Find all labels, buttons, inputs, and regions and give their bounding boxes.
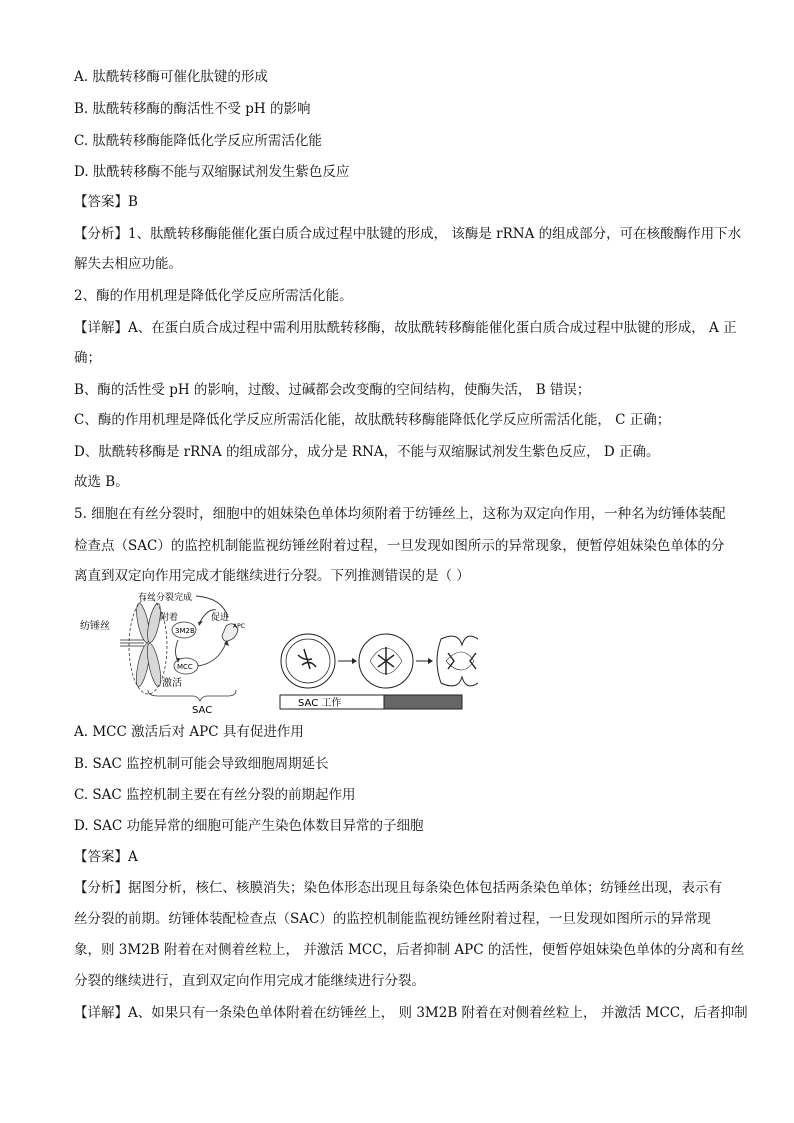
label-spindle: 纺锤丝 xyxy=(80,621,110,632)
arrow-2-head xyxy=(428,658,433,664)
label-mcc: MCC xyxy=(177,663,193,671)
q4-analysis-1: 【分析】1、肽酰转移酶能催化蛋白质合成过程中肽键的形成， 该酶是 rRNA 的组成部分，可在核酸酶作用下水 xyxy=(74,226,742,242)
label-attach: 附着 xyxy=(160,613,179,623)
q5-analysis-4: 分裂的继续进行，直到双定向作用完成才能继续进行分裂。 xyxy=(74,973,425,989)
q5-answer: 【答案】A xyxy=(74,849,138,865)
q5-detail-1: 【详解】A、如果只有一条染色单体附着在纺锤丝上， 则 3M2B 附着在对侧着丝粒上， 并激活 MCC，后者抑制 xyxy=(74,1005,748,1021)
label-3m2b: 3M2B xyxy=(175,627,195,635)
sac-off-bar xyxy=(384,695,462,709)
q4-detail-3: C、酶的作用机理是降低化学反应所需活化能，故肽酰转移酶能降低化学反应所需活化能， C 正确； xyxy=(74,412,671,428)
q4-analysis-2: 2、酶的作用机理是降低化学反应所需活化能。 xyxy=(74,288,353,304)
q4-analysis-1b: 解失去相应功能。 xyxy=(74,256,182,272)
q5-analysis-3: 象，则 3M2B 附着在对侧着丝粒上， 并激活 MCC，后者抑制 APC 的活性，便暂停姐妹染色单体的分离和有丝 xyxy=(74,942,745,958)
q4-option-d: D. 肽酰转移酶不能与双缩脲试剂发生紫色反应 xyxy=(74,164,350,180)
label-activate: 激活 xyxy=(162,678,182,689)
q5-stem-3: 离直到双定向作用完成才能继续进行分裂。下列推测错误的是（ ） xyxy=(74,568,470,584)
q5-option-c: C. SAC 监控机制主要在有丝分裂的前期起作用 xyxy=(74,787,356,803)
label-sac: SAC xyxy=(192,705,213,716)
q4-detail-4: D、肽酰转移酶是 rRNA 的组成部分，成分是 RNA，不能与双缩脲试剂发生紫色反应， D 正确。 xyxy=(74,444,660,460)
spindle-fibers xyxy=(120,640,144,646)
q4-conclusion: 故选 B。 xyxy=(74,474,129,490)
q4-option-a: A. 肽酰转移酶可催化肽键的形成 xyxy=(74,69,268,85)
cell-division-figure xyxy=(278,625,478,715)
sac-brace xyxy=(148,690,236,701)
label-promote: 促进 xyxy=(211,613,230,623)
q4-answer: 【答案】B xyxy=(74,194,138,210)
q4-option-c: C. 肽酰转移酶能降低化学反应所需活化能 xyxy=(74,133,322,149)
q5-option-b: B. SAC 监控机制可能会导致细胞周期延长 xyxy=(74,756,329,772)
q5-analysis-1: 【分析】据图分析，核仁、核膜消失；染色体形态出现且每条染色体包括两条染色单体；纺锤丝出现，表示有 xyxy=(74,880,722,896)
q4-detail-1b: 确； xyxy=(74,350,101,366)
arrow-1-head xyxy=(352,658,357,664)
q4-option-b: B. 肽酰转移酶的酶活性不受 pH 的影响 xyxy=(74,101,311,117)
label-apc: APC xyxy=(233,623,245,630)
label-mitosis-done: 有丝分裂完成 xyxy=(138,593,193,603)
label-sac-work: SAC 工作 xyxy=(298,698,342,709)
q5-analysis-2: 丝分裂的前期。纺锤体装配检查点（SAC）的监控机制能监视纺锤丝附着过程，一旦发现如图所示的异常现 xyxy=(74,911,711,927)
cell-2 xyxy=(359,634,413,688)
cell-1 xyxy=(281,634,335,688)
q5-stem-2: 检查点（SAC）的监控机制能监视纺锤丝附着过程，一旦发现如图所示的异常现象，便暂停姐妹染色单体的分 xyxy=(74,538,725,554)
chromosome-shape xyxy=(134,602,164,687)
cell-3 xyxy=(437,636,478,686)
q5-option-a: A. MCC 激活后对 APC 具有促进作用 xyxy=(74,724,304,740)
sac-mechanism-figure xyxy=(78,588,258,718)
q5-option-d: D. SAC 功能异常的细胞可能产生染色体数目异常的子细胞 xyxy=(74,818,424,834)
q4-detail-1: 【详解】A、在蛋白质合成过程中需利用肽酰转移酶，故肽酰转移酶能催化蛋白质合成过程中肽键的形成， A 正 xyxy=(74,320,737,336)
q4-detail-2: B、酶的活性受 pH 的影响，过酸、过碱都会改变酶的空间结构，使酶失活， B 错误； xyxy=(74,382,591,398)
q5-stem-1: 5. 细胞在有丝分裂时，细胞中的姐妹染色单体均须附着于纺锤丝上，这称为双定向作用，一种名为纺锤体装配 xyxy=(74,506,726,522)
